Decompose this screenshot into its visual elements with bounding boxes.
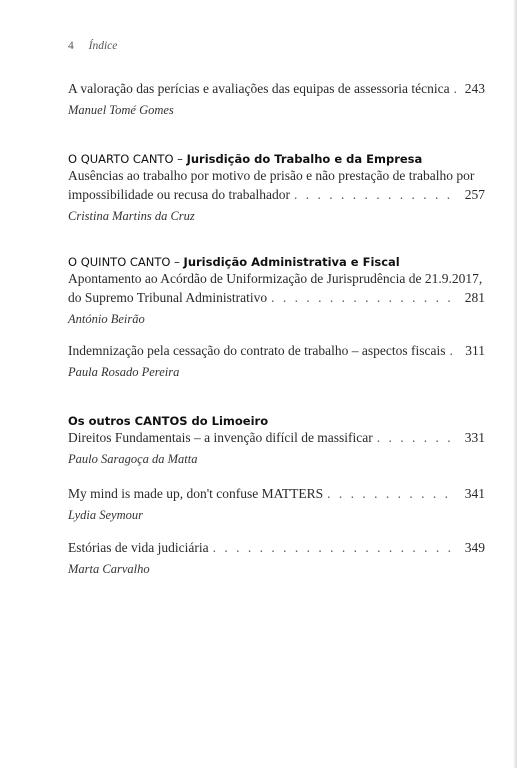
section-label: Os outros CANTOS do Limoeiro — [68, 414, 269, 428]
toc-entry-author: Paulo Saragoça da Matta — [68, 452, 198, 466]
toc-entry-title-row — [68, 79, 485, 98]
toc-entry[interactable] — [68, 269, 485, 329]
toc-page-number: 331 — [464, 430, 485, 445]
dot-leader — [271, 288, 457, 307]
toc-page-number: 349 — [464, 540, 485, 555]
toc-entry-author: António Beirão — [68, 312, 145, 326]
toc-entry-title: Direitos Fundamentais – a invenção difícil de massificar — [68, 430, 373, 445]
dot-leader — [454, 79, 457, 98]
toc-entry-title-row — [68, 288, 485, 307]
dot-leader — [294, 185, 457, 204]
toc-entry-author: Cristina Martins da Cruz — [68, 209, 195, 223]
toc-entry-title-row — [68, 185, 485, 204]
page-edge-shadow — [513, 0, 517, 768]
running-header — [68, 40, 117, 52]
toc-entry-title: Estórias de vida judiciária — [68, 540, 209, 555]
section-heading — [68, 254, 400, 270]
section-subtitle: Jurisdição do Trabalho e da Empresa — [186, 152, 423, 166]
toc-entry-title: My mind is made up, don't confuse MATTERS — [68, 486, 324, 501]
section-heading — [68, 151, 422, 167]
toc-page-number: 257 — [464, 187, 485, 202]
toc-page-number: 281 — [464, 290, 485, 305]
toc-entry-title: impossibilidade ou recusa do trabalhador — [68, 187, 290, 202]
toc-entry[interactable] — [68, 484, 485, 525]
toc-page-number: 341 — [464, 486, 485, 501]
section-label: O QUARTO CANTO – — [68, 152, 183, 166]
toc-entry-title-row — [68, 484, 485, 503]
toc-entry-author: Marta Carvalho — [68, 562, 150, 576]
toc-entry-title-line: Apontamento ao Acórdão de Uniformização de Jurisprudência de 21.9.2017, — [68, 271, 483, 286]
toc-entry[interactable] — [68, 538, 485, 579]
toc-page-number: 311 — [465, 343, 485, 358]
toc-entry-author: Paula Rosado Pereira — [68, 365, 180, 379]
toc-entry-title-row — [68, 341, 485, 360]
toc-entry-title: do Supremo Tribunal Administrativo — [68, 290, 268, 305]
dot-leader — [449, 341, 457, 360]
toc-entry-title-line: Ausências ao trabalho por motivo de prisão e não prestação de trabalho por — [68, 168, 475, 183]
section-subtitle: Jurisdição Administrativa e Fiscal — [183, 255, 400, 269]
dot-leader — [213, 538, 457, 557]
section-label: O QUINTO CANTO – — [68, 255, 180, 269]
toc-entry-author: Manuel Tomé Gomes — [68, 103, 174, 117]
toc-entry-title: A valoração das perícias e avaliações das equipas de assessoria técnica — [68, 81, 450, 96]
toc-entry[interactable] — [68, 428, 485, 469]
toc-entry[interactable] — [68, 79, 485, 120]
section-heading — [68, 413, 268, 429]
header-title: Índice — [88, 40, 118, 52]
dot-leader — [327, 484, 457, 503]
toc-entry[interactable] — [68, 341, 485, 382]
toc-entry-title: Indemnização pela cessação do contrato de trabalho – aspectos fiscais — [68, 343, 446, 358]
dot-leader — [377, 428, 457, 447]
page-number: 4 — [68, 40, 74, 52]
toc-entry[interactable] — [68, 166, 485, 226]
toc-entry-title-row — [68, 428, 485, 447]
toc-entry-author: Lydia Seymour — [68, 508, 143, 522]
toc-entry-title-row — [68, 538, 485, 557]
toc-page-number: 243 — [464, 81, 485, 96]
